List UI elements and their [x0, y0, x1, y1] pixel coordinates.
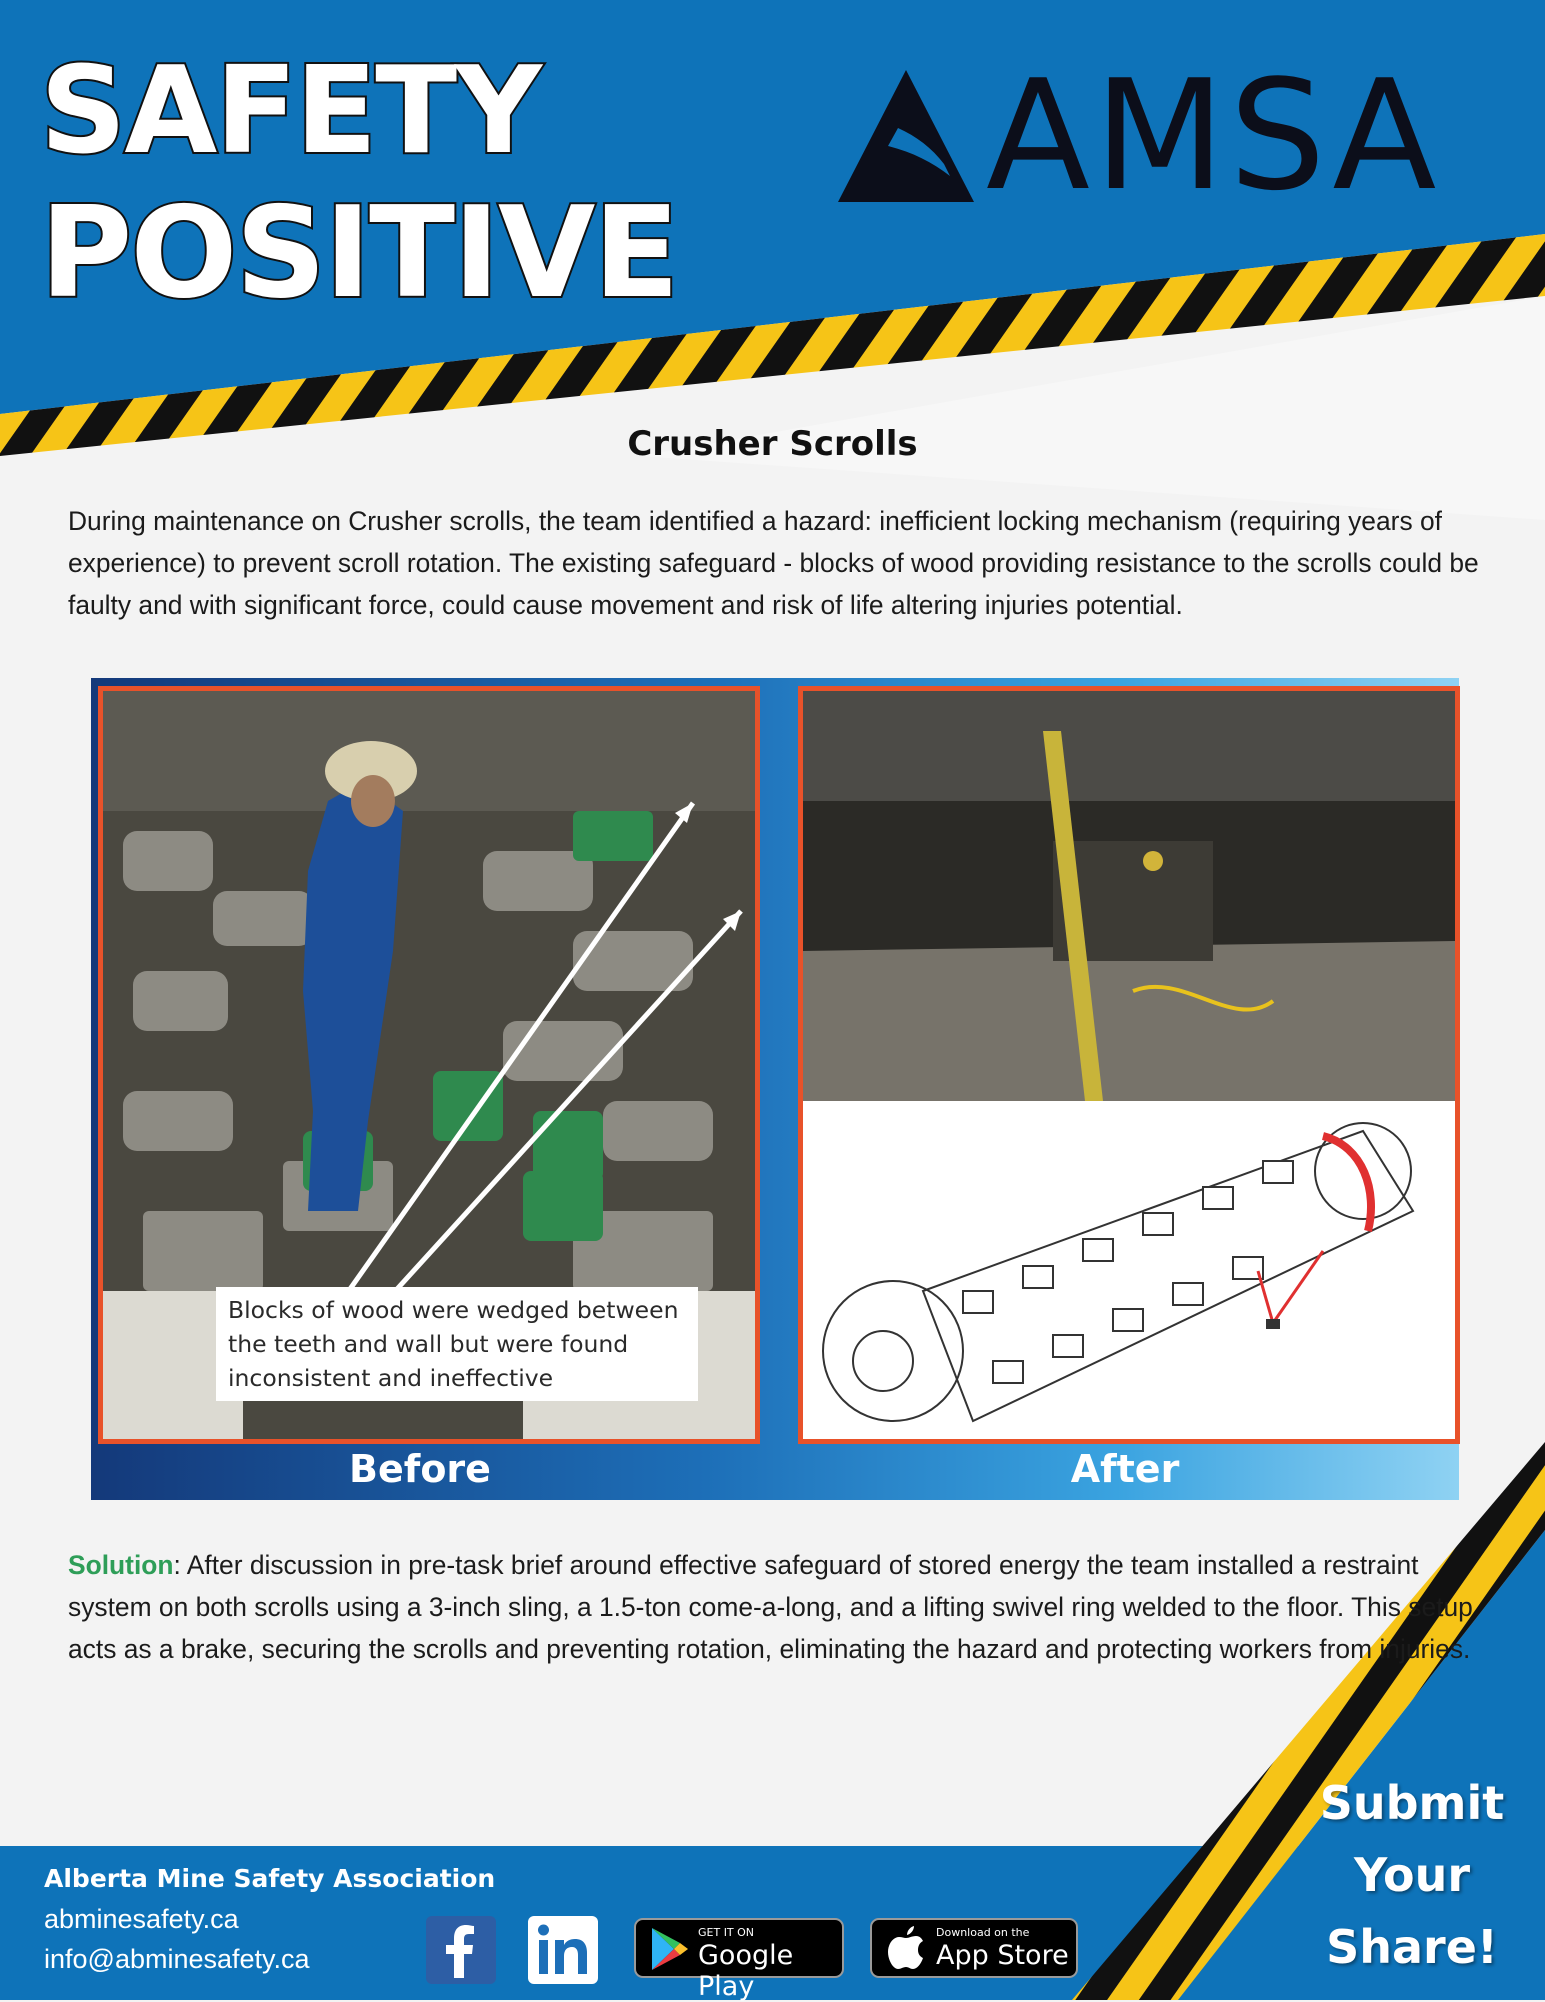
after-photo — [798, 686, 1460, 1444]
organization-name: Alberta Mine Safety Association — [44, 1864, 496, 1893]
solution-text: : After discussion in pre-task brief around effective safeguard of stored energy the team installed a restraint system on both scrolls using a 3-inch sling, a 1.5-ton come-a-long, and a lifting swivel ring welded to the floor. This setup acts as a brake, securing the scrolls and preventing rotation, eliminating the hazard and protecting workers from injuries. — [68, 1550, 1473, 1664]
before-after-figure — [91, 678, 1459, 1500]
intro-paragraph: During maintenance on Crusher scrolls, the team identified a hazard: inefficient locking mechanism (requiring years of experience) to prevent scroll rotation. The existing safeguard - blocks of wood providing resistance to the scrolls could be faulty and with significant force, could cause movement and risk of life altering injuries potential. — [68, 506, 1479, 620]
amsa-triangle-icon — [836, 66, 976, 206]
app-store-small-text: Download on the — [936, 1926, 1030, 1939]
submit-share-cta-line1[interactable]: Submit — [1319, 1776, 1505, 1830]
restraint-system-photo — [803, 691, 1455, 1439]
linkedin-icon[interactable] — [528, 1916, 598, 1984]
amsa-logo — [836, 47, 1500, 224]
google-play-icon — [648, 1926, 692, 1972]
submit-share-cta-line3[interactable]: Share! — [1326, 1920, 1498, 1974]
article-title: Crusher Scrolls — [627, 424, 918, 464]
headline-positive: POSITIVE — [40, 179, 678, 326]
before-label: Before — [349, 1447, 491, 1491]
app-store-big-text: App Store — [936, 1940, 1069, 1971]
email-link[interactable]: info@abminesafety.ca — [44, 1944, 310, 1974]
app-store-button[interactable] — [870, 1918, 1078, 1978]
apple-icon — [888, 1926, 924, 1970]
website-link[interactable]: abminesafety.ca — [44, 1904, 239, 1934]
before-photo — [98, 686, 760, 1444]
after-label: After — [1070, 1447, 1180, 1491]
amsa-logo-text: AMSA — [986, 47, 1441, 224]
solution-label: Solution — [68, 1550, 174, 1580]
google-play-big-text: Google Play — [698, 1940, 794, 2002]
solution-paragraph — [68, 1544, 1488, 1670]
submit-share-cta-line2[interactable]: Your — [1353, 1848, 1471, 1902]
google-play-small-text: GET IT ON — [698, 1926, 755, 1939]
photo-caption: Blocks of wood were wedged between the teeth and wall but were found inconsistent and ineffective — [216, 1287, 698, 1401]
headline-safety: SAFETY — [40, 42, 540, 181]
google-play-button[interactable] — [634, 1918, 844, 2002]
facebook-icon[interactable] — [426, 1916, 496, 1984]
